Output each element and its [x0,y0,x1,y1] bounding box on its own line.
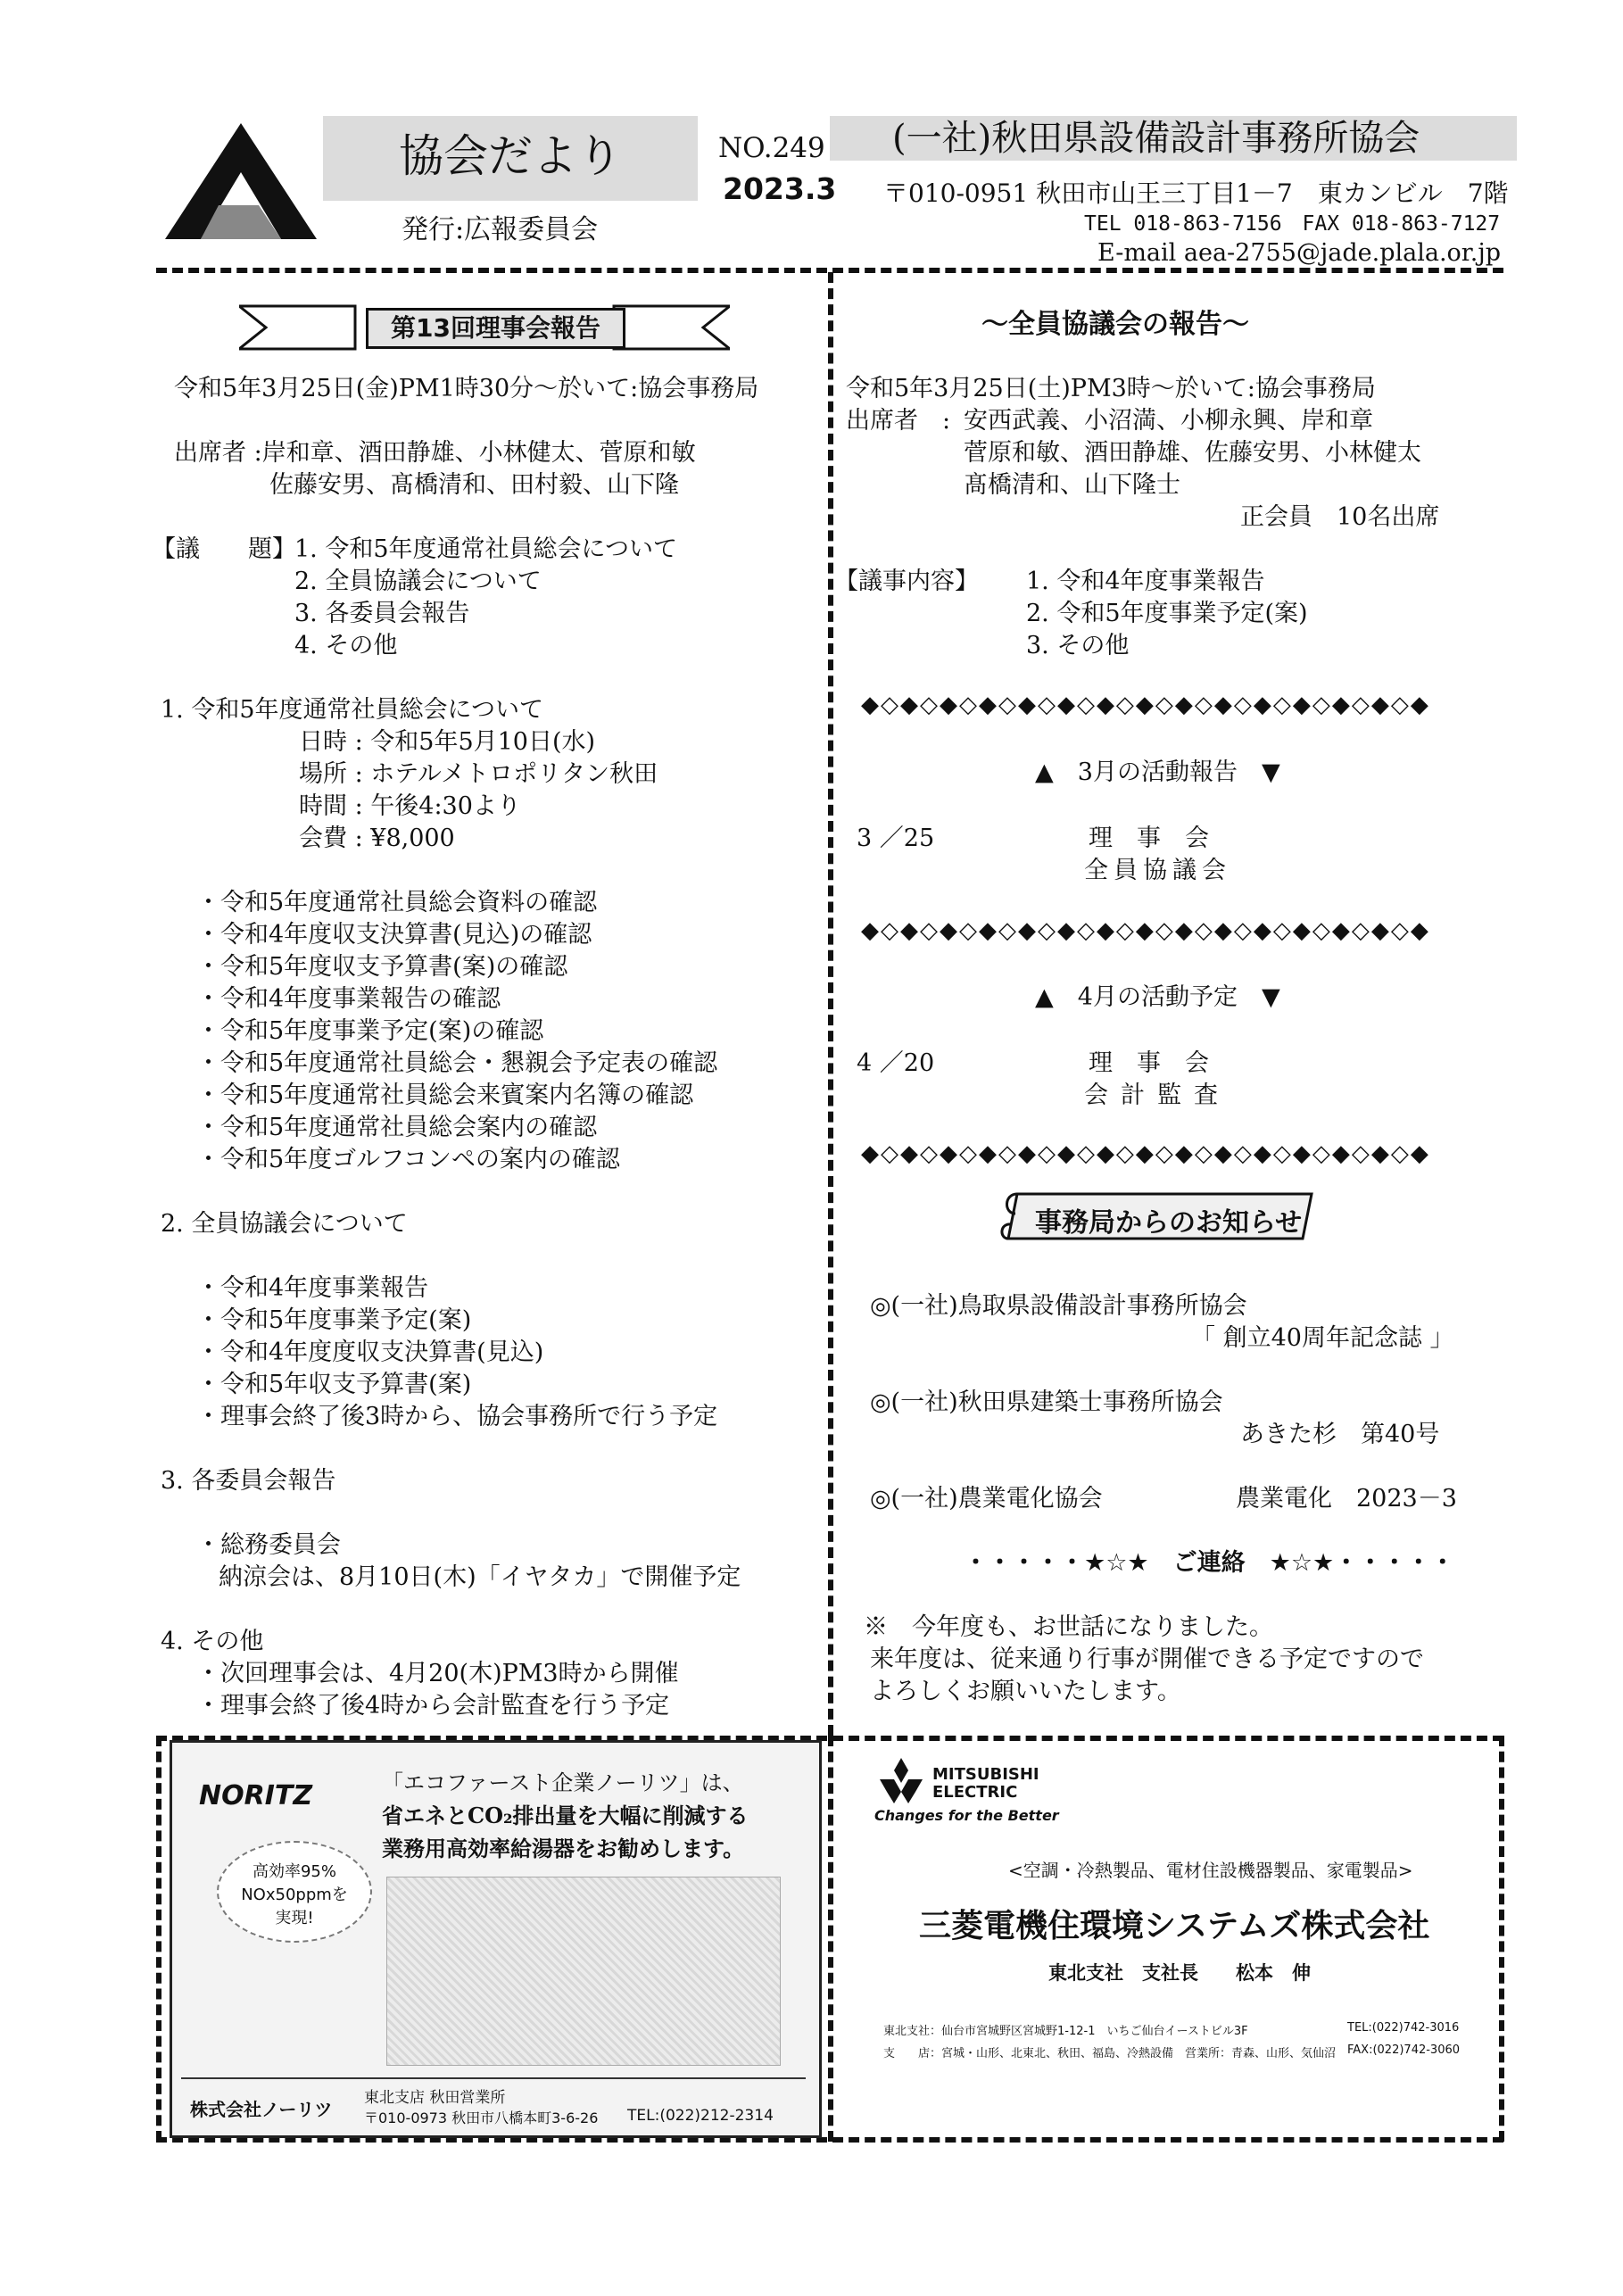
diamond-divider: ◆◇◆◇◆◇◆◇◆◇◆◇◆◇◆◇◆◇◆◇◆◇◆◇◆◇◆◇◆ [861,1140,1430,1167]
left-agenda-label: 【議 題】 [152,535,296,563]
right-heading: ～全員協議会の報告～ [981,309,1249,340]
left-date-place: 令和5年3月25日(金)PM1時30分～於いて:協会事務局 [174,375,759,402]
contact-line-1: ※ 今年度も、お世話になりました。 [864,1613,1273,1641]
noritz-headline-1: 「エコファースト企業ノーリツ」は、 [382,1770,744,1795]
s1-item: ・令和5年度通常社員総会案内の確認 [196,1114,598,1141]
mitsubishi-advertisement [848,1740,1499,2133]
march-date: 3 ／25 [857,825,935,852]
noritz-brand: NORITZ [199,1780,313,1811]
right-attendees-label: 出席者 : [846,407,951,435]
notice-org-2: ◎(一社)秋田県建築士事務所協会 [870,1388,1223,1416]
left-attendees-2: 佐藤安男、髙橋清和、田村毅、山下隆 [269,471,679,499]
section-1-title: 1. 令和5年度通常社員総会について [161,696,543,724]
noritz-company: 株式会社ノーリツ [190,2099,333,2120]
noritz-address: 〒010-0973 秋田市八橋本町3-6-26 [364,2110,599,2126]
diamond-divider: ◆◇◆◇◆◇◆◇◆◇◆◇◆◇◆◇◆◇◆◇◆◇◆◇◆◇◆◇◆ [861,692,1430,718]
s4-item: ・次回理事会は、4月20(木)PM3時から開催 [196,1660,679,1687]
noritz-badge-line: 高効率95% [252,1862,336,1881]
section-3-title: 3. 各委員会報告 [161,1467,336,1495]
mitsubishi-company: 三菱電機住環境システムズ株式会社 [919,1908,1430,1944]
s2-item: ・令和5年度事業予定(案) [196,1306,472,1334]
noritz-footer-rule [181,2077,806,2079]
s3-item: ・総務委員会 [196,1531,341,1559]
noritz-badge [217,1841,372,1943]
left-agenda-2: 2. 全員協議会について [294,568,542,595]
mitsubishi-products: <空調・冷熱製品、電材住設機器製品、家電製品> [1008,1860,1413,1881]
mitsubishi-brand-1: MITSUBISHI [932,1765,1039,1784]
right-attendees-1: 安西武義、小沼満、小柳永興、岸和章 [964,407,1373,435]
april-event-1: 理 事 会 [1089,1049,1209,1077]
right-agenda-2: 2. 令和5年度事業予定(案) [1026,600,1308,627]
contact-line-2: 来年度は、従来通り行事が開催できる予定ですので [870,1645,1424,1673]
notice-pub-2: あきた杉 第40号 [1240,1421,1440,1448]
s1-item: ・令和5年度事業予定(案)の確認 [196,1017,544,1045]
mitsubishi-tagline: Changes for the Better [874,1807,1059,1824]
april-event-2: 会計監査 [1084,1082,1230,1109]
notice-pub-1: 「 創立40周年記念誌 」 [1191,1324,1454,1352]
contact-heading: ・・・・・★☆★ ご連絡 ★☆★・・・・・ [964,1549,1455,1577]
s1-item: ・令和5年度収支予算書(案)の確認 [196,953,568,981]
noritz-advertisement [170,1740,822,2138]
section-2-title: 2. 全員協議会について [161,1210,408,1238]
right-attendees-2: 菅原和敏、酒田静雄、佐藤安男、小林健太 [964,439,1421,467]
mitsubishi-tel-2: FAX:(022)742-3060 [1347,2043,1461,2057]
noritz-badge-line: NOx50ppmを [241,1886,348,1904]
mitsubishi-tel-1: TEL:(022)742-3016 [1347,2021,1460,2035]
s1-item: ・令和4年度事業報告の確認 [196,985,501,1013]
march-event-2: 全員協議会 [1084,857,1231,884]
ads-right-border [1499,1736,1504,2142]
s1-item: ・令和5年度通常社員総会来賓案内名簿の確認 [196,1082,694,1109]
s2-item: ・理事会終了後3時から、協会事務所で行う予定 [196,1403,718,1430]
mitsubishi-addr-2: 支 店：宮城・山形、北東北、秋田、福島、冷熱設備 営業所：青森、山形、気仙沼 [883,2047,1337,2060]
association-logo [165,123,317,244]
left-agenda-4: 4. その他 [294,632,398,659]
issue-date: 2023.3 [723,171,837,206]
s1-detail-fee: 会費 : ¥8,000 [299,825,455,852]
column-divider [828,272,833,1736]
left-attendees-1: 出席者 :岸和章、酒田静雄、小林健太、菅原和敏 [174,439,696,467]
s1-item: ・令和5年度通常社員総会・懇親会予定表の確認 [196,1049,718,1077]
left-heading: 第13回理事会報告 [366,308,625,349]
publisher: 発行:広報委員会 [402,214,599,245]
ads-middle-divider [828,1736,833,2142]
attendance-count: 正会員 10名出席 [1240,503,1440,531]
march-event-1: 理 事 会 [1089,825,1209,852]
ads-left-border [156,1736,161,2142]
noritz-tel: TEL:(022)212-2314 [627,2107,774,2125]
april-activity-title: ▲ 4月の活動予定 ▼ [1035,983,1280,1011]
right-agenda-1: 1. 令和4年度事業報告 [1026,568,1265,595]
notice-org-3: ◎(一社)農業電化協会 [870,1485,1103,1513]
s1-item: ・令和4年度収支決算書(見込)の確認 [196,921,592,949]
s2-item: ・令和4年度事業報告 [196,1274,429,1302]
mitsubishi-addr-1: 東北支社：仙台市宮城野区宮城野1-12-1 いちご仙台イーストビル3F [883,2025,1248,2038]
mitsubishi-diamonds-logo [874,1758,928,1807]
right-agenda-label: 【議事内容】 [834,568,979,595]
noritz-headline-3: 業務用高効率給湯器をお勧めします。 [382,1836,745,1861]
org-email: E-mail aea-2755@jade.plala.or.jp [1097,239,1501,267]
s1-detail-place: 場所 : ホテルメトロポリタン秋田 [299,760,658,788]
left-agenda-1: 1. 令和5年度通常社員総会について [294,535,677,563]
right-agenda-3: 3. その他 [1026,632,1130,659]
right-attendees-3: 髙橋清和、山下隆士 [964,471,1180,499]
s1-detail-time: 時間 : 午後4:30より [299,792,521,820]
noritz-headline-2: 省エネとCO₂排出量を大幅に削減する [382,1803,749,1828]
mitsubishi-rep: 東北支社 支社長 松本 伸 [1048,1962,1311,1984]
left-agenda-3: 3. 各委員会報告 [294,600,470,627]
s2-item: ・令和5年収支予算書(案) [196,1371,472,1398]
notice-heading: 事務局からのお知らせ [1035,1207,1303,1239]
s3-item: 納涼会は、8月10日(木)「イヤタカ」で開催予定 [219,1563,741,1591]
contact-line-3: よろしくお願いいたします。 [870,1678,1181,1705]
org-tel-fax: TEL 018-863-7156 FAX 018-863-7127 [1084,212,1501,236]
noritz-product-image [386,1877,781,2066]
s4-item: ・理事会終了後4時から会計監査を行う予定 [196,1692,670,1720]
notice-pub-3: 農業電化 2023－3 [1236,1485,1457,1513]
section-4-title: 4. その他 [161,1628,264,1655]
noritz-badge-line: 実現! [275,1909,314,1927]
right-date-place: 令和5年3月25日(土)PM3時～於いて:協会事務局 [846,375,1376,402]
mitsubishi-brand-2: ELECTRIC [932,1783,1018,1802]
s1-item: ・令和5年度ゴルフコンペの案内の確認 [196,1146,620,1173]
april-date: 4 ／20 [857,1049,935,1077]
org-address: 〒010-0951 秋田市山王三丁目1－7 東カンビル 7階 [883,178,1509,208]
march-activity-title: ▲ 3月の活動報告 ▼ [1035,758,1280,786]
s2-item: ・令和4年度度収支決算書(見込) [196,1339,544,1366]
s1-detail-date: 日時 : 令和5年5月10日(水) [299,728,596,756]
newsletter-title: 協会だより [399,130,622,182]
issue-number: NO.249 [718,132,825,164]
notice-org-1: ◎(一社)鳥取県設備設計事務所協会 [870,1292,1247,1320]
org-name: (一社)秋田県設備設計事務所協会 [892,118,1420,159]
diamond-divider: ◆◇◆◇◆◇◆◇◆◇◆◇◆◇◆◇◆◇◆◇◆◇◆◇◆◇◆◇◆ [861,917,1430,944]
noritz-branch: 東北支店 秋田営業所 [364,2089,506,2107]
s1-item: ・令和5年度通常社員総会資料の確認 [196,889,598,916]
